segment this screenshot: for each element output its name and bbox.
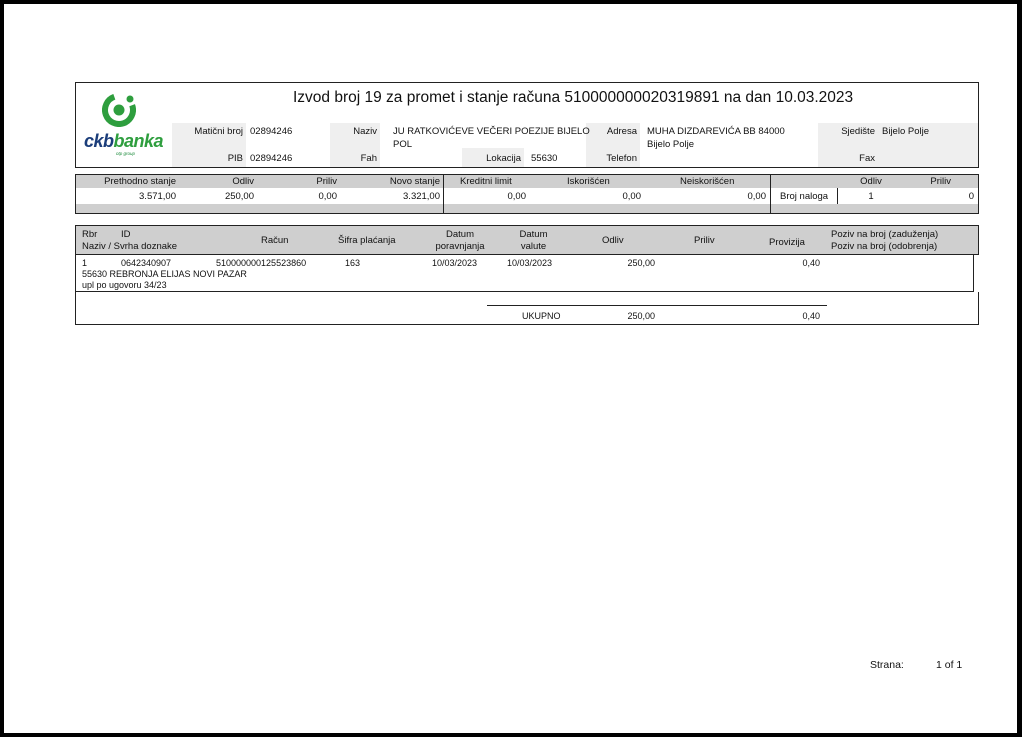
col-sifra: Šifra plaćanja — [338, 235, 396, 246]
sjediste-value: Bijelo Polje — [882, 126, 929, 137]
nalozi-odliv-value: 1 — [868, 191, 874, 202]
sjediste-label: Sjedište — [841, 126, 875, 137]
broj-naloga-label: Broj naloga — [780, 191, 829, 202]
odliv-value: 250,00 — [224, 191, 254, 202]
total-label: UKUPNO — [522, 311, 561, 321]
tx-naziv: 55630 REBRONJA ELIJAS NOVI PAZAR — [82, 269, 247, 279]
prethodno-label: Prethodno stanje — [104, 176, 176, 187]
tx-provizija: 0,40 — [802, 258, 820, 268]
statement-title: Izvod broj 19 za promet i stanje računa 510000000020319891 na dan 10.03.2023 — [293, 89, 854, 106]
novo-stanje-value: 3.321,00 — [403, 191, 440, 202]
col-datum-valute-2: valute — [520, 241, 547, 252]
fax-label: Fax — [859, 153, 875, 164]
nalozi-priliv-label: Priliv — [930, 176, 951, 187]
logo-wordmark: ckbbanka — [84, 131, 164, 151]
lokacija-value: 55630 — [531, 153, 558, 164]
novo-stanje-label: Novo stanje — [389, 176, 440, 187]
col-odliv: Odliv — [602, 235, 624, 246]
fah-label: Fah — [360, 153, 377, 164]
naziv-label: Naziv — [353, 126, 377, 137]
statement-page — [4, 4, 1017, 733]
lokacija-label: Lokacija — [486, 153, 521, 164]
col-naziv: Naziv / Svrha doznake — [82, 241, 178, 252]
tx-svrha: upl po ugovoru 34/23 — [82, 280, 167, 290]
page-number-value: 1 of 1 — [936, 659, 963, 671]
tx-racun: 510000000125523860 — [216, 258, 307, 268]
nalozi-priliv-value: 0 — [968, 191, 974, 202]
col-racun: Račun — [261, 235, 289, 246]
adresa-value-line1: MUHA DIZDAREVIĆA BB 84000 — [647, 126, 785, 137]
kreditni-limit-label: Kreditni limit — [460, 176, 512, 187]
naziv-value-line2: POL — [393, 139, 413, 150]
prethodno-value: 3.571,00 — [139, 191, 176, 202]
total-provizija: 0,40 — [802, 311, 820, 321]
neiskorisceno-value: 0,00 — [747, 191, 766, 202]
logo-subtitle: otp group — [116, 151, 136, 156]
col-poziv-odobrenja: Poziv na broj (odobrenja) — [831, 241, 938, 252]
odliv-label: Odliv — [232, 176, 254, 187]
iskorisceno-label: Iskorišćen — [567, 176, 610, 187]
maticni-label: Matični broj — [194, 126, 243, 137]
nalozi-odliv-label: Odliv — [860, 176, 882, 187]
col-datum-valute: Datum — [519, 229, 548, 240]
ckb-logo-icon — [102, 93, 136, 127]
maticni-value: 02894246 — [250, 126, 293, 137]
tx-rbr: 1 — [82, 258, 88, 268]
statement-header — [75, 82, 979, 168]
transactions-header — [75, 225, 979, 255]
kreditni-limit-value: 0,00 — [507, 191, 526, 202]
col-priliv: Priliv — [694, 235, 715, 246]
balance-summary — [75, 174, 979, 214]
priliv-value: 0,00 — [318, 191, 337, 202]
tx-datum-poravnjanja: 10/03/2023 — [432, 258, 478, 268]
col-provizija: Provizija — [769, 237, 805, 248]
totals-row — [75, 292, 979, 325]
tx-datum-valute: 10/03/2023 — [507, 258, 553, 268]
total-odliv: 250,00 — [627, 311, 655, 321]
adresa-label: Adresa — [606, 126, 637, 137]
col-poziv-zaduzenja: Poziv na broj (zaduženja) — [831, 229, 939, 240]
telefon-label: Telefon — [606, 153, 637, 164]
col-datum-poravnjanja-2: poravnjanja — [435, 241, 485, 252]
pib-label: PIB — [227, 153, 243, 164]
tx-sifra: 163 — [345, 258, 361, 268]
tx-odliv: 250,00 — [627, 258, 655, 268]
tx-id: 0642340907 — [121, 258, 172, 268]
iskorisceno-value: 0,00 — [622, 191, 641, 202]
page-number-label: Strana: — [870, 659, 904, 671]
col-id: ID — [121, 229, 131, 240]
adresa-value-line2: Bijelo Polje — [647, 139, 694, 150]
neiskorisceno-label: Neiskorišćen — [680, 176, 735, 187]
naziv-value-line1: JU RATKOVIĆEVE VEČERI POEZIJE BIJELO — [393, 126, 590, 137]
pib-value: 02894246 — [250, 153, 293, 164]
col-rbr: Rbr — [82, 229, 98, 240]
priliv-label: Priliv — [316, 176, 337, 187]
table-row — [75, 255, 974, 292]
col-datum-poravnjanja: Datum — [446, 229, 474, 240]
